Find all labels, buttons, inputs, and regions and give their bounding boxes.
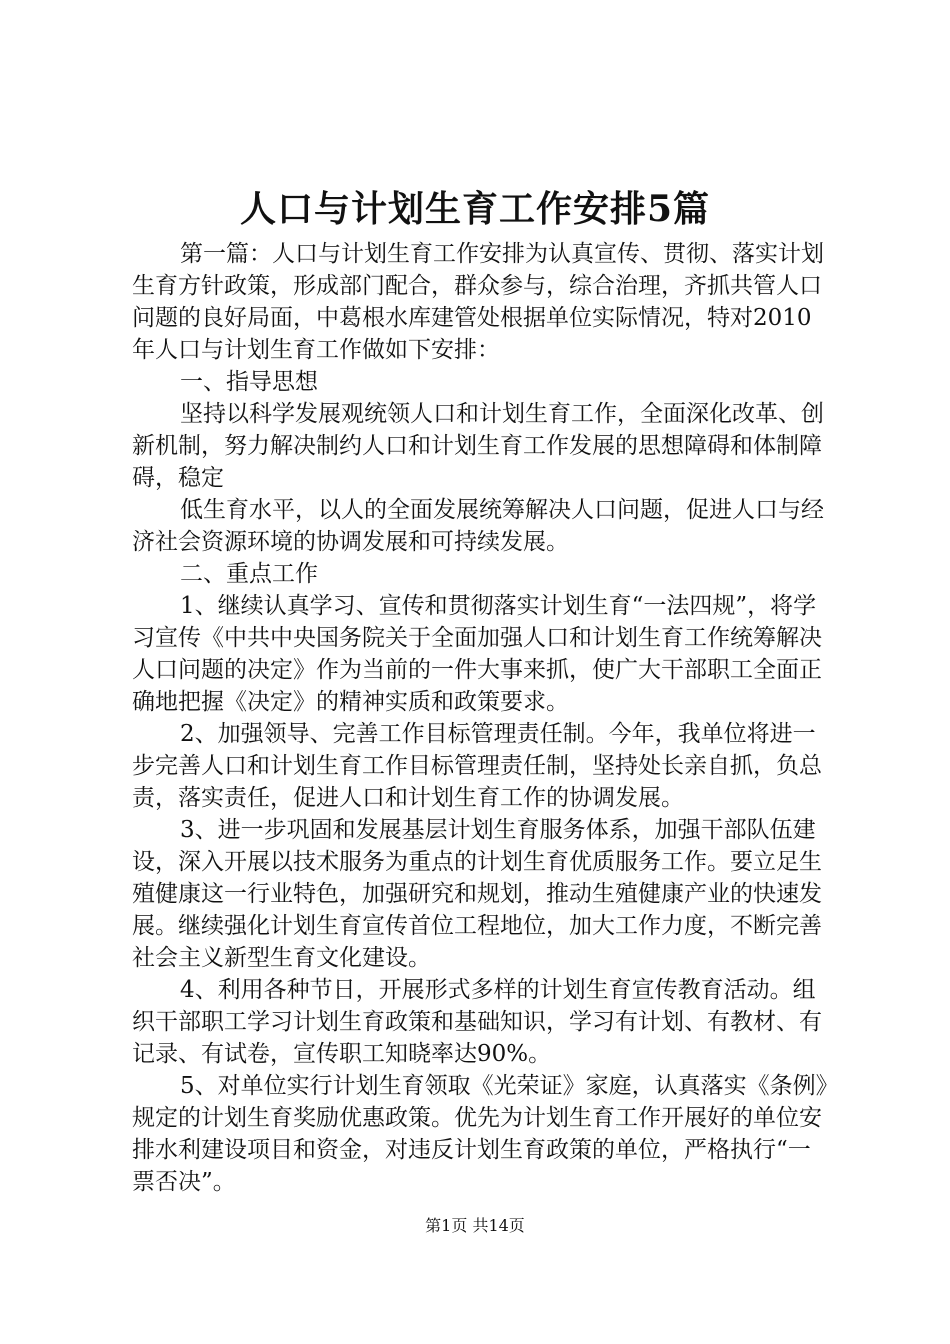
page-footer: 第1页 共14页: [425, 1216, 525, 1235]
heading-guiding-ideology: 一、指导思想: [180, 369, 318, 395]
heading-key-work: 二、重点工作: [180, 561, 318, 587]
paragraph-intro: 第一篇：人口与计划生育工作安排为认真宣传、贯彻、落实计划生育方针政策，形成部门配合，群众参与，综合治理，齐抓共管人口问题的良好局面，中葛根水库建管处根据单位实际情况，特对2010年人口与计划生育工作做如下安排：: [132, 241, 824, 363]
paragraph-guiding-ideology-cont: 低生育水平，以人的全面发展统筹解决人口问题，促进人口与经济社会资源环境的协调发展和可持续发展。: [132, 497, 824, 555]
paragraph-item-5: 5、对单位实行计划生育领取《光荣证》家庭，认真落实《条例》规定的计划生育奖励优惠政策。优先为计划生育工作开展好的单位安排水利建设项目和资金，对违反计划生育政策的单位，严格执行“一票否决”。: [132, 1073, 828, 1195]
paragraph-guiding-ideology: 坚持以科学发展观统领人口和计划生育工作，全面深化改革、创新机制，努力解决制约人口和计划生育工作发展的思想障碍和体制障碍，稳定: [132, 401, 824, 491]
paragraph-item-1: 1、继续认真学习、宣传和贯彻落实计划生育“一法四规”，将学习宣传《中共中央国务院关于全面加强人口和计划生育工作统筹解决人口问题的决定》作为当前的一件大事来抓，使广大干部职工全面正确地把握《决定》的精神实质和政策要求。: [132, 593, 822, 715]
paragraph-item-3: 3、进一步巩固和发展基层计划生育服务体系，加强干部队伍建设，深入开展以技术服务为重点的计划生育优质服务工作。要立足生殖健康这一行业特色，加强研究和规划，推动生殖健康产业的快速发展。继续强化计划生育宣传首位工程地位，加大工作力度，不断完善社会主义新型生育文化建设。: [132, 817, 822, 971]
document-title: 人口与计划生育工作安排5篇: [239, 188, 711, 230]
document-body: [132, 238, 832, 1198]
paragraph-item-4: 4、利用各种节日，开展形式多样的计划生育宣传教育活动。组织干部职工学习计划生育政策和基础知识，学习有计划、有教材、有记录、有试卷，宣传职工知晓率达90%。: [132, 977, 822, 1067]
paragraph-item-2: 2、加强领导、完善工作目标管理责任制。今年，我单位将进一步完善人口和计划生育工作目标管理责任制，坚持处长亲自抓，负总责，落实责任，促进人口和计划生育工作的协调发展。: [132, 721, 822, 811]
